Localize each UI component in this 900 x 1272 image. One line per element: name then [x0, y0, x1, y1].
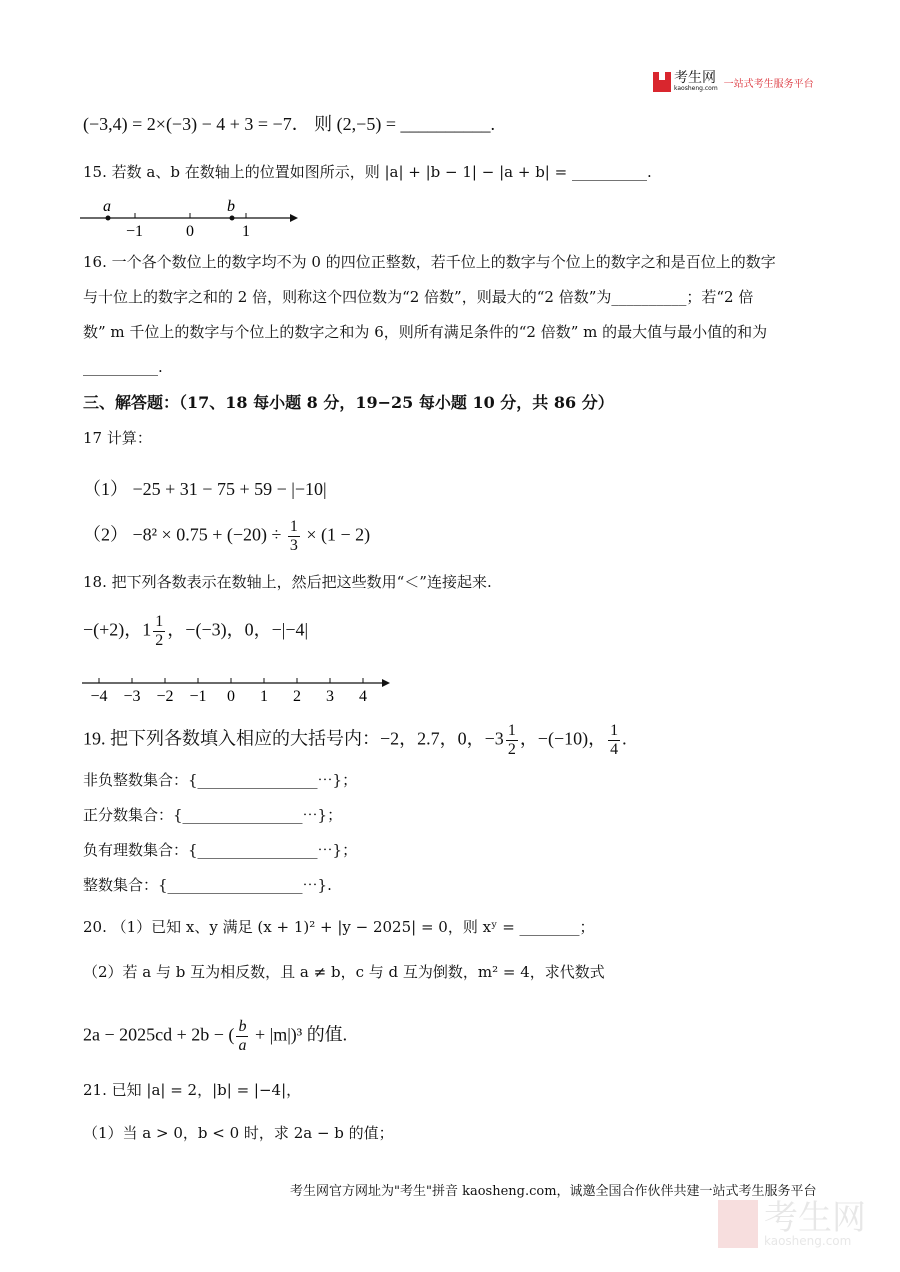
- fraction: $\frac{1}{4}$: [610, 722, 619, 758]
- fraction: $\frac{1}{2}$: [155, 613, 164, 649]
- q17-part2-a: （2） −8² × 0.75 + (−20) ÷: [83, 524, 286, 545]
- set-positive-fractions[interactable]: 正分数集合：{________________⋯}；: [83, 806, 343, 824]
- q19: 19. 把下列各数填入相应的大括号内：−2，2.7，0，−3 $\frac{1}{2}$ ，−(−10)， $\frac{1}{4}$ .: [83, 722, 627, 758]
- logo-name: 考生网: [674, 70, 716, 86]
- tick-label: −1: [189, 688, 207, 705]
- label-a: a: [103, 198, 111, 215]
- q17-part2: [83, 518, 370, 555]
- set-integers[interactable]: 整数集合：{__________________⋯}.: [83, 876, 332, 894]
- number-line-1: [80, 195, 300, 240]
- q14-tail: (−3,4) = 2×(−3) − 4 + 3 = −7． 则 (2,−5) = __________.: [83, 114, 495, 134]
- q18-number-list: −(+2)，1 $\frac{1}{2}$ ，−(−3)，0，−|−4|: [83, 613, 309, 649]
- q21: 21. 已知 |a| = 2，|b| = |−4|，: [83, 1081, 302, 1099]
- q21-part1: （1）当 a > 0，b < 0 时，求 2a − b 的值；: [83, 1124, 394, 1142]
- logo-icon: [653, 72, 671, 92]
- set-nonneg-integers[interactable]: 非负整数集合：{________________⋯}；: [83, 771, 358, 789]
- footer-note: 考生网官方网址为"考生"拼音 kaosheng.com，诚邀全国合作伙伴共建一站式考生服务平台: [290, 1184, 817, 1199]
- label-b: b: [227, 198, 235, 215]
- q17: 17 计算：: [83, 429, 152, 447]
- fraction: $\frac{1}{3}$: [289, 518, 298, 554]
- q20-part2: （2）若 a 与 b 互为相反数，且 a ≠ b，c 与 d 互为倒数，m² = 4，求代数式: [83, 963, 605, 981]
- q16-line3: 数” m 千位上的数字与个位上的数字之和为 6，则所有满足条件的“2 倍数” m 的最大值与最小值的和为: [83, 323, 768, 341]
- tick-label: 3: [326, 688, 334, 705]
- tick-label: 4: [359, 688, 367, 705]
- watermark-logo-icon: [718, 1200, 758, 1248]
- q17-part1: （1） −25 + 31 − 75 + 59 − |−10|: [83, 479, 327, 499]
- header-logo[interactable]: [653, 72, 814, 92]
- tick-label: 1: [260, 688, 268, 705]
- tick-label: −3: [123, 688, 141, 705]
- fraction: $\frac{b}{a}$: [238, 1018, 247, 1054]
- tick-neg1: −1: [126, 223, 144, 240]
- tick-0: 0: [186, 223, 194, 240]
- watermark: 考生网 kaosheng.com: [718, 1200, 866, 1248]
- tick-label: −4: [90, 688, 108, 705]
- tick-label: 0: [227, 688, 235, 705]
- q16-line2: 与十位上的数字之和的 2 倍，则称这个四位数为“2 倍数”，则最大的“2 倍数”为__________；若“2 倍: [83, 288, 754, 306]
- tick-label: −2: [156, 688, 174, 705]
- point-a: [106, 216, 111, 221]
- q16-line1: 16. 一个各个数位上的数字均不为 0 的四位正整数，若千位上的数字与个位上的数字之和是百位上的数字: [83, 253, 776, 271]
- point-b: [230, 216, 235, 221]
- q20-expression: 2a − 2025cd + 2b − ( $\frac{b}{a}$ + |m|)³ 的值.: [83, 1018, 348, 1054]
- section-3-heading: 三、解答题：（17、18 每小题 8 分，19−25 每小题 10 分，共 86 分）: [83, 393, 614, 412]
- tick-label: 2: [293, 688, 301, 705]
- number-line-2: [80, 672, 400, 708]
- q20-part1: 20. （1）已知 x、y 满足 (x + 1)² + |y − 2025| = 0，则 xʸ = ________；: [83, 918, 595, 936]
- tick-1: 1: [242, 223, 250, 240]
- set-negative-rationals[interactable]: 负有理数集合：{________________⋯}；: [83, 841, 358, 859]
- fraction: $\frac{1}{2}$: [507, 722, 516, 758]
- q15: 15. 若数 a、b 在数轴上的位置如图所示，则 |a| + |b − 1| − |a + b| = __________.: [83, 163, 652, 181]
- q18: 18. 把下列各数表示在数轴上，然后把这些数用“＜”连接起来.: [83, 573, 492, 591]
- q16-line4: __________.: [83, 358, 163, 376]
- slogan: 一站式考生服务平台: [723, 78, 814, 90]
- logo-sub: kaosheng.com: [674, 85, 718, 92]
- q17-part2-b: × (1 − 2): [301, 524, 371, 545]
